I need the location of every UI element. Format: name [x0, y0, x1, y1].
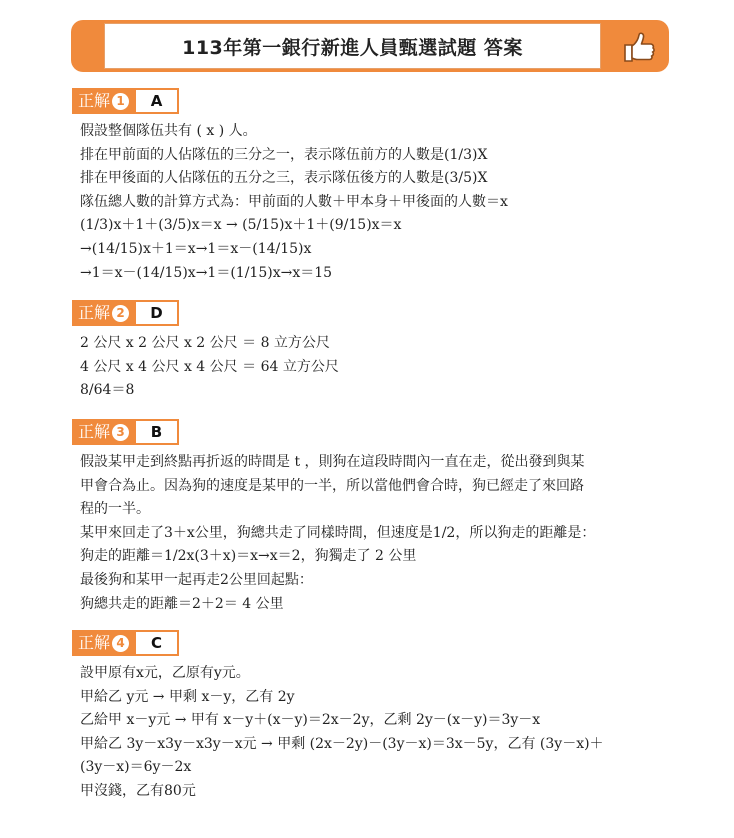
- explanation-line: 甲會合為止。因為狗的速度是某甲的一半，所以當他們會合時，狗已經走了來回路: [80, 477, 584, 494]
- badge-number: 4: [112, 635, 129, 652]
- title-box: [104, 23, 601, 69]
- answer-section-4: [72, 630, 672, 804]
- answer-badge: [72, 300, 179, 326]
- explanation-line: 隊伍總人數的計算方式為：甲前面的人數＋甲本身＋甲後面的人數＝x: [80, 193, 508, 210]
- explanation-line: (3y－x)＝6y－2x: [80, 759, 192, 776]
- badge-label: 正解: [78, 91, 111, 110]
- explanation-line: 甲給乙 3y－x3y－x3y－x元 → 甲剩 (2x－2y)－(3y－x)＝3x－5y，乙有 (3y－x)＋: [80, 735, 604, 752]
- explanation-line: 甲沒錢，乙有80元: [80, 782, 196, 799]
- explanation-line: 排在甲後面的人佔隊伍的五分之三，表示隊伍後方的人數是(3/5)X: [80, 170, 488, 187]
- thumbs-up-icon: [621, 29, 657, 65]
- badge-label: 正解: [78, 633, 111, 652]
- answer-section-2: [72, 300, 672, 403]
- answer-badge: [72, 88, 179, 114]
- badge-label: 正解: [78, 422, 111, 441]
- badge-number: 1: [112, 93, 129, 110]
- badge-number: 3: [112, 424, 129, 441]
- explanation-line: 某甲來回走了3＋x公里，狗總共走了同樣時間，但速度是1/2，所以狗走的距離是：: [80, 524, 596, 541]
- explanation-line: 狗總共走的距離＝2＋2＝ 4 公里: [80, 595, 284, 612]
- explanation-line: 4 公尺 x 4 公尺 x 4 公尺 ＝ 64 立方公尺: [80, 358, 339, 375]
- answer-section-3: [72, 419, 672, 616]
- answer-letter: C: [136, 632, 177, 654]
- explanation-line: (1/3)x＋1＋(3/5)x＝x → (5/15)x＋1＋(9/15)x＝x: [80, 217, 402, 234]
- explanation-line: 假設整個隊伍共有 ( x ) 人。: [80, 123, 257, 139]
- explanation-line: 假設某甲走到終點再折返的時間是 t ，則狗在這段時間內一直在走，從出發到與某: [80, 454, 585, 470]
- answer-letter: A: [136, 90, 177, 112]
- answer-letter: B: [136, 421, 177, 443]
- explanation-line: 甲給乙 y元 → 甲剩 x－y，乙有 2y: [80, 688, 295, 705]
- explanation: [72, 332, 672, 403]
- explanation-line: 乙給甲 x－y元 → 甲有 x－y＋(x－y)＝2x－2y，乙剩 2y－(x－y)＝3y－x: [80, 712, 541, 729]
- explanation-line: →1＝x－(14/15)x→1＝(1/15)x→x＝15: [80, 264, 333, 281]
- explanation-line: 最後狗和某甲一起再走2公里回起點：: [80, 571, 313, 588]
- explanation: [72, 662, 672, 804]
- answer-section-1: [72, 88, 672, 285]
- explanation-line: 設甲原有x元，乙原有y元。: [80, 665, 250, 681]
- explanation-line: 8/64＝8: [80, 382, 135, 399]
- explanation: [72, 451, 672, 616]
- explanation-line: →(14/15)x＋1＝x→1＝x－(14/15)x: [80, 240, 312, 257]
- badge-label: 正解: [78, 303, 111, 322]
- explanation-line: 2 公尺 x 2 公尺 x 2 公尺 ＝ 8 立方公尺: [80, 335, 330, 351]
- explanation-line: 程的一半。: [80, 501, 150, 518]
- answer-letter: D: [136, 302, 177, 324]
- explanation-line: 狗走的距離＝1/2x(3＋x)＝x→x＝2，狗獨走了 2 公里: [80, 548, 417, 565]
- answer-badge: [72, 419, 179, 445]
- title-banner: [71, 20, 669, 72]
- page-title: 113年第一銀行新進人員甄選試題 答案: [182, 36, 523, 59]
- explanation: [72, 120, 672, 285]
- badge-number: 2: [112, 305, 129, 322]
- answer-badge: [72, 630, 179, 656]
- explanation-line: 排在甲前面的人佔隊伍的三分之一，表示隊伍前方的人數是(1/3)X: [80, 146, 488, 163]
